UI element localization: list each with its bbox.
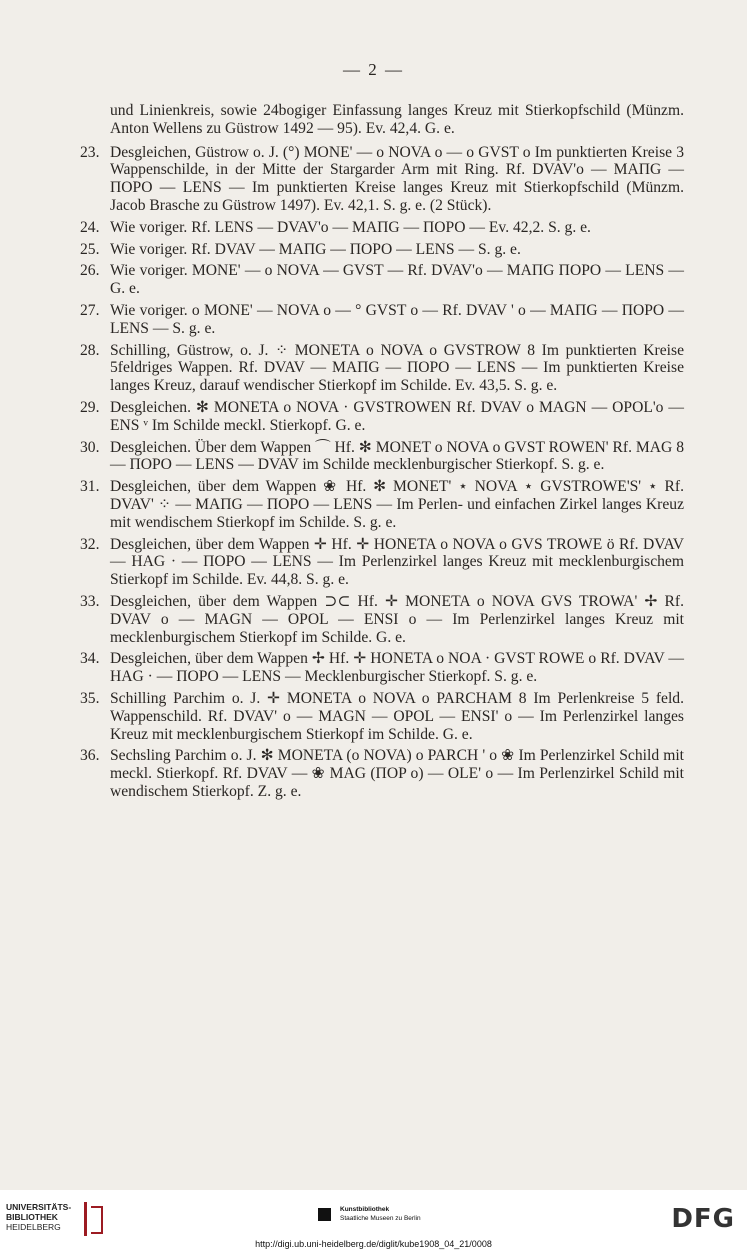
catalog-entry [80,536,684,589]
entry-text: Desgleichen. Über dem Wappen ⌒ Hf. ✻ MONET o NOVA o GVST ROWEN' Rf. MAG 8 — ΠOPO — LENS — DVAV im Schilde mecklenburgischer Stierkopf. S. g. e. [110,438,684,474]
entry-text: Desgleichen, über dem Wappen ✛ Hf. ✛ HONETA o NOVA o GVS TROWE ö Rf. DVAV — HAG · — ΠOPO — LENS — Im Perlenzirkel langes Kreuz mit mecklenburgischem Stierkopf im Schilde. Ev. 44,8. S. g. e. [110,535,684,589]
catalog-entry [80,219,684,237]
entry-number: 28. [80,341,100,359]
entry-text: Wie voriger. Rf. DVAV — MAΠG — ΠOPO — LENS — S. g. e. [110,240,521,258]
entry-text: Desgleichen. ✻ MONETA o NOVA · GVSTROWEN Rf. DVAV o MAGN — OPOL'o — ENS ᵛ Im Schilde meckl. Stierkopf. G. e. [110,398,684,434]
kb-square-icon [318,1208,331,1221]
page-number: — 2 — [343,60,404,79]
entry-number: 27. [80,301,100,319]
entry-number: 26. [80,262,100,280]
uni-emblem-icon [84,1202,109,1236]
catalog-entry [80,650,684,686]
uni-name-line2: BIBLIOTHEK [6,1212,58,1222]
dfg-logo[interactable]: DFG [671,1204,735,1234]
catalog-entry [80,302,684,338]
source-url[interactable]: http://digi.ub.uni-heidelberg.de/diglit/kube1908_04_21/0008 [255,1239,492,1249]
entry-number: 31. [80,478,100,496]
lead-paragraph: und Linienkreis, sowie 24bogiger Einfassung langes Kreuz mit Stierkopfschild (Münzm. Anton Wellens zu Güstrow 1492 — 95). Ev. 42,4. G. e. [110,102,684,137]
entry-text: Sechsling Parchim o. J. ✻ MONETA (o NOVA) o PARCH ' o ❀ Im Perlenzirkel Schild mit meckl. Stierkopf. Rf. DVAV — ❀ MAG (ΠOP o) — OLE' o — Im Perlenzirkel Schild mit wendischem Stierkopf. Z. g. e. [110,747,684,800]
catalog-entry [80,690,684,743]
catalog-entry [80,478,684,531]
catalog-entry [80,747,684,800]
catalog-entry [80,262,684,298]
entry-number: 29. [80,398,100,416]
catalog-entry [80,342,684,395]
catalog-entry [80,593,684,646]
entry-text: Wie voriger. o MONE' — NOVA o — ° GVST o — Rf. DVAV ' o — MAΠG — ΠOPO — LENS — S. g. e. [110,301,684,337]
kb-subtitle: Staatliche Museen zu Berlin [340,1215,421,1222]
entry-text: Desgleichen, Güstrow o. J. (°) MONE' — o NOVA o — o GVST o Im punktierten Kreise 3 Wappenschilde, in der Mitte der Stargarder Arm mit Ring. Rf. DVAV'o — MAΠG — ΠOPO — LENS — Im punktierten Kreise langes Kreuz mit Stierkopfschild (Münzm. Jacob Brasche zu Güstrow 1497). Ev. 42,1. S. g. e. (2 Stück). [110,143,684,214]
entry-number: 36. [80,747,100,765]
uni-name-line3: HEIDELBERG [6,1222,61,1232]
entry-number: 33. [80,592,100,610]
entry-number: 34. [80,650,100,668]
entry-text: Desgleichen, über dem Wappen ✢ Hf. ✛ HONETA o NOA · GVST ROWE o Rf. DVAV — HAG · — ΠOPO — LENS — Mecklenburgischer Stierkopf. S. g. e. [110,650,684,686]
entry-text: Schilling Parchim o. J. ✛ MONETA o NOVA o PARCHAM 8 Im Perlenkreise 5 feld. Wappenschild. Rf. DVAV' o — MAGN — OPOL — ENSI' o — Im Perlenzirkel langes Kreuz mit mecklenburgischem Stierkopf im Schilde. G. e. [110,689,684,743]
entry-text: Wie voriger. MONE' — o NOVA — GVST — Rf. DVAV'o — MAΠG ΠOPO — LENS — G. e. [110,262,684,298]
entry-list [80,144,684,801]
catalog-entry [80,399,684,435]
entry-number: 24. [80,218,100,236]
entry-text: Wie voriger. Rf. LENS — DVAV'o — MAΠG — ΠOPO — Ev. 42,2. S. g. e. [110,218,591,236]
kb-text [340,1205,421,1223]
catalog-entry [80,439,684,475]
entry-number: 23. [80,143,100,161]
uni-name-line1: UNIVERSITÄTS- [6,1202,72,1212]
entry-number: 25. [80,240,100,258]
university-library-logo[interactable] [6,1202,116,1232]
kb-name: Kunstbibliothek [340,1206,390,1213]
entry-number: 35. [80,689,100,707]
entry-text: Desgleichen, über dem Wappen ❀ Hf. ✻ MONET' ⋆ NOVA ⋆ GVSTROWE'S' ⋆ Rf. DVAV' ⁘ — MAΠG — ΠOPO — LENS — Im Perlen- und einfachen Zirkel langes Kreuz mit wendischem Stierkopf im Schilde. S. g. e. [110,478,684,531]
catalog-entry [80,144,684,215]
entry-text: Desgleichen, über dem Wappen ⊃⊂ Hf. ✛ MONETA o NOVA GVS TROWA' ✢ Rf. DVAV o — MAGN — OPOL — ENSI o — Im Perlenzirkel langes Kreuz mit mecklenburgischem Stierkopf im Schilde. G. e. [110,592,684,646]
catalog-content [80,102,684,805]
entry-number: 32. [80,535,100,553]
entry-text: Schilling, Güstrow, o. J. ⁘ MONETA o NOVA o GVSTROW 8 Im punktierten Kreise 5feldriges Wappen. Rf. DVAV — MAΠG — ΠOPO — LENS — Im punktierten Kreise langes Kreuz, darauf wendischer Stierkopf im Schilde. Ev. 43,5. S. g. e. [110,341,684,395]
entry-number: 30. [80,438,100,456]
catalog-entry [80,241,684,259]
